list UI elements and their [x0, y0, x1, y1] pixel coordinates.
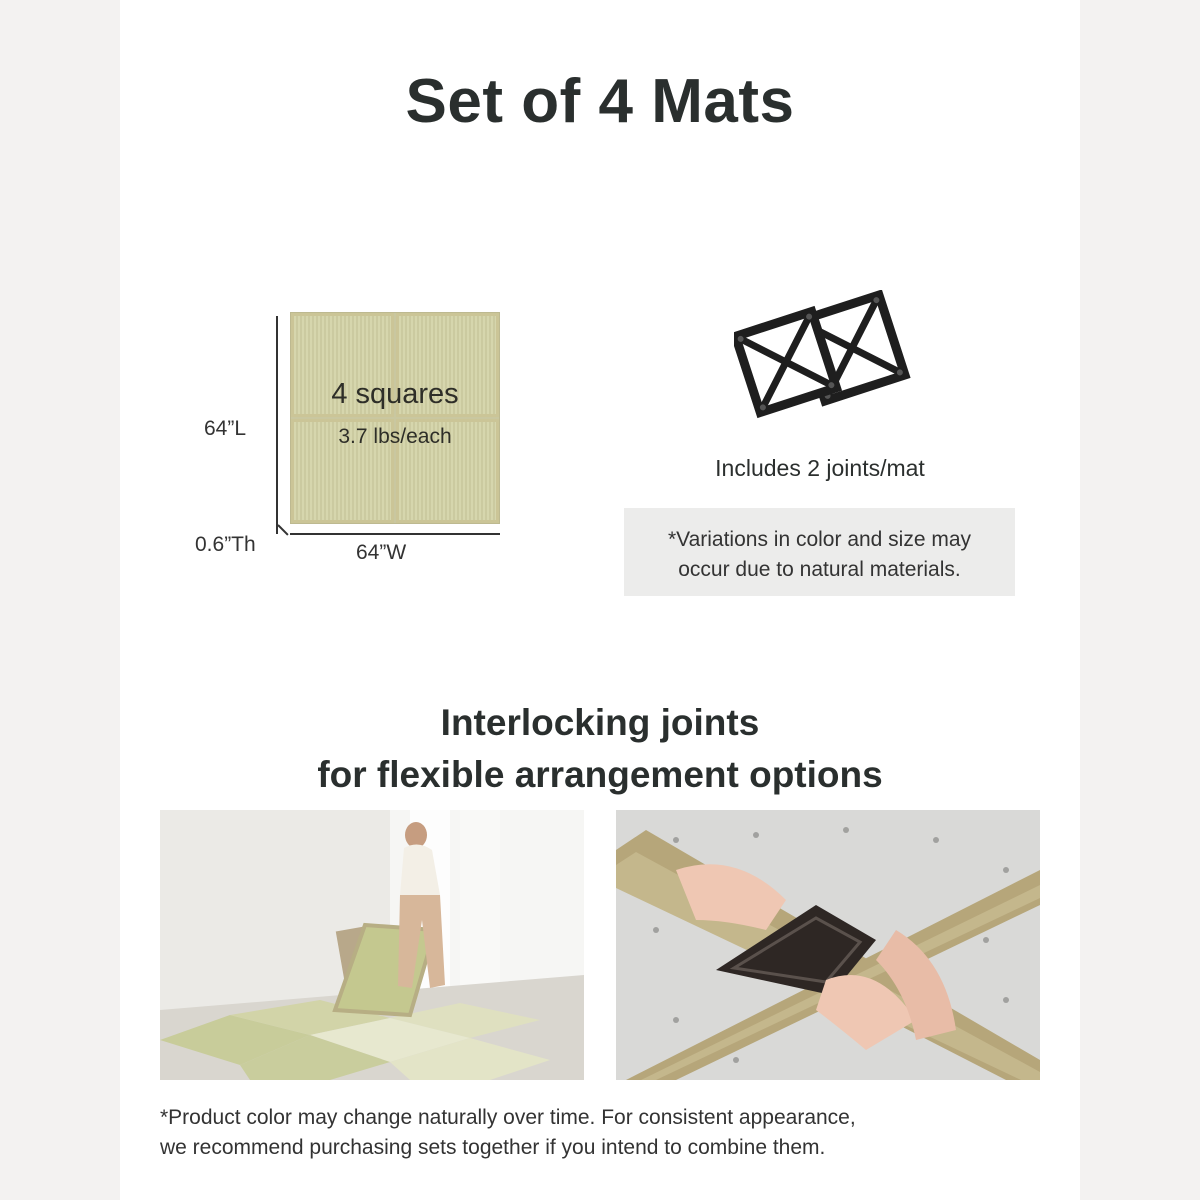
section-title [0, 697, 1200, 801]
variation-note-line: *Variations in color and size may [667, 528, 972, 551]
thickness-dimension-line [277, 524, 288, 535]
section-title-line: for flexible arrangement options [317, 754, 883, 795]
joint-piece-front [736, 312, 837, 413]
length-label: 64”L [204, 417, 247, 440]
joints-caption: Includes 2 joints/mat [715, 455, 925, 481]
width-dimension-line [290, 533, 500, 535]
variation-note [624, 508, 1015, 596]
page-title: Set of 4 Mats [405, 67, 795, 136]
mat-grid [290, 312, 500, 524]
color-change-footnote [160, 1103, 1060, 1163]
thickness-label: 0.6”Th [195, 533, 256, 556]
section-title-line: Interlocking joints [440, 702, 760, 743]
footnote-line: we recommend purchasing sets together if you intend to combine them. [160, 1136, 826, 1159]
width-label: 64”W [356, 541, 407, 564]
length-dimension-line [276, 316, 278, 534]
interlocking-joints-icon [734, 290, 924, 420]
variation-note-line: occur due to natural materials. [678, 558, 961, 581]
joint-closeup-photo [616, 810, 1040, 1080]
mat-weight-label: 3.7 lbs/each [338, 425, 452, 448]
room-photo [160, 810, 584, 1080]
mat-count-label: 4 squares [331, 378, 459, 410]
footnote-line: *Product color may change naturally over time. For consistent appearance, [160, 1106, 856, 1129]
